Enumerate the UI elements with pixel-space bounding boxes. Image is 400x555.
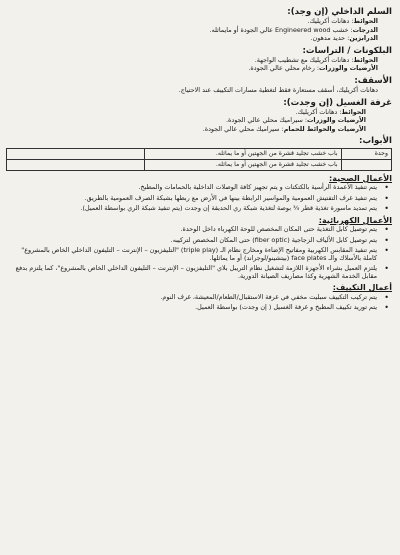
doors-table <box>6 148 392 171</box>
doors-row-key: وحدة <box>341 148 391 159</box>
stairs-heading: السلم الداخلي (إن وجد): <box>287 7 392 17</box>
doors-row-key <box>341 159 391 170</box>
balconies-floors-line <box>6 65 392 73</box>
laundry-floors-line <box>6 117 392 125</box>
ac-list <box>6 294 392 312</box>
balconies-walls-line <box>6 57 392 65</box>
ceilings-text: دهانات أكريليك، أسقف مستعارة فقط لتغطية مسارات التكييف عند الاحتياج. <box>178 86 378 95</box>
stairs-rails-line <box>6 35 392 43</box>
laundry-walls-value: : دهانات أكريليك. <box>295 107 342 116</box>
list-item: • يتم توريد تكييف المطبخ و غرفة الغسيل ( إن وجدت) بواسطة العميل. <box>6 304 380 312</box>
stairs-section <box>6 7 392 43</box>
list-item: • يتم توصيل كابل الألياف الزجاجية (fiber optic) حتى المكان المخصص لتركيبه. <box>6 237 380 245</box>
list-item: • يتم تنفيذ المقابس الكهربية ومفاتيح الإضاءة ومخارج نظام الـ (triple play) "التليفزيون – الإنترنت – التليفون الداخلي الخاص بالمشروع" كاملة بالأسلاك والـ face plates (بيتشينو/لوجراند) أو ما يماثلها. <box>6 247 380 262</box>
balconies-walls-label: الحوائط <box>353 55 378 64</box>
balconies-heading: البلكونات / التراسات: <box>302 45 392 56</box>
list-item: • يتم تنفيذ الأعمدة الرأسية بالكتكتات و يتم تجهيز كافة الوصلات الداخلية بالحمامات والمطبخ. <box>6 184 380 192</box>
laundry-walls-label: الحوائط <box>341 107 366 116</box>
ceilings-heading: الأسقف: <box>354 76 392 87</box>
table-row <box>7 148 392 159</box>
electrical-section <box>6 216 392 281</box>
ac-section <box>6 283 392 312</box>
laundry-heading: غرفة الغسيل (إن وجدت): <box>283 97 392 108</box>
balconies-section <box>6 46 392 73</box>
balconies-walls-value: : دهانات أكريليك مع تشطيب الواجهة. <box>254 55 354 64</box>
doors-row-extra <box>7 159 145 170</box>
doors-heading: الأبواب: <box>359 136 392 147</box>
list-item: • يتم تركيب التكييف سبليت مخفي في غرفة الاستقبال/الطعام/المعيشة، غرف النوم. <box>6 294 380 302</box>
stairs-steps-line <box>6 27 392 35</box>
list-item: • يتم تنفيذ غرف التفتيش العمومية والمواسير الرابطة بينها في الأرض مع ربطها بشبكة الصرف العمومية بالطريق. <box>6 195 380 203</box>
stairs-walls-line <box>6 18 392 26</box>
ceilings-section <box>6 76 392 95</box>
laundry-floors-value: : سيراميك محلي عالي الجودة. <box>225 116 307 125</box>
doors-row-extra <box>7 148 145 159</box>
balconies-floors-label: الأرضيات والوزرات <box>319 64 378 73</box>
electrical-list <box>6 226 392 280</box>
laundry-walls-line <box>6 109 392 117</box>
doors-row-value: باب خشب تجليد قشرة من الجهتين أو ما يماثله. <box>145 148 341 159</box>
list-item: • يتم توصيل كابل التغذية حتى المكان المخصص للوحة الكهرباء داخل الوحدة. <box>6 226 380 234</box>
doors-row-value: باب خشب تجليد قشرة من الجهتين أو ما يماثله. <box>145 159 341 170</box>
doors-section <box>6 136 392 170</box>
laundry-bath-value: : سيراميك محلي عالي الجودة. <box>202 124 284 133</box>
stairs-walls-label: الحوائط <box>353 17 378 26</box>
plumbing-list <box>6 184 392 213</box>
laundry-section <box>6 98 392 134</box>
stairs-walls-value: : دهانات أكريليك. <box>307 17 354 26</box>
list-item: • يلتزم العميل بشراء الأجهزة اللازمة لتشغيل نظام التريبل بلاي "التليفزيون – الإنترنت – التليفون الداخلي الخاص بالمشروع"، كما يلتزم بدفع مقابل الخدمة الشهرية وكذا مصاريف الصيانة الدورية. <box>6 265 380 280</box>
table-row <box>7 159 392 170</box>
electrical-heading: الأعمال الكهربائية: <box>318 215 392 225</box>
stairs-steps-label: الدرجات <box>352 25 378 34</box>
balconies-floors-value: : رخام محلي عالي الجودة. <box>248 64 319 73</box>
stairs-steps-value: : خشب Engineered wood عالي الجودة أو مايماثله. <box>209 25 353 34</box>
ac-heading: أعمال التكييف: <box>332 283 392 293</box>
laundry-bath-label: الأرضيات والحوائط للحمام <box>283 124 366 133</box>
plumbing-section <box>6 174 392 213</box>
plumbing-heading: الأعمال الصحية: <box>329 173 392 183</box>
list-item: • يتم تمديد ماسورة تغذية قطر ¾ بوصة لتغذية شبكة ري الحديقة إن وجدت (يتم تنفيذ شبكة الري بواسطة العميل). <box>6 205 380 213</box>
laundry-bath-line <box>6 126 392 134</box>
stairs-rails-label: الدرابزين <box>349 34 378 43</box>
laundry-floors-label: الأرضيات والوزرات <box>307 116 366 125</box>
stairs-rails-value: : حديد مدهون. <box>310 34 350 43</box>
